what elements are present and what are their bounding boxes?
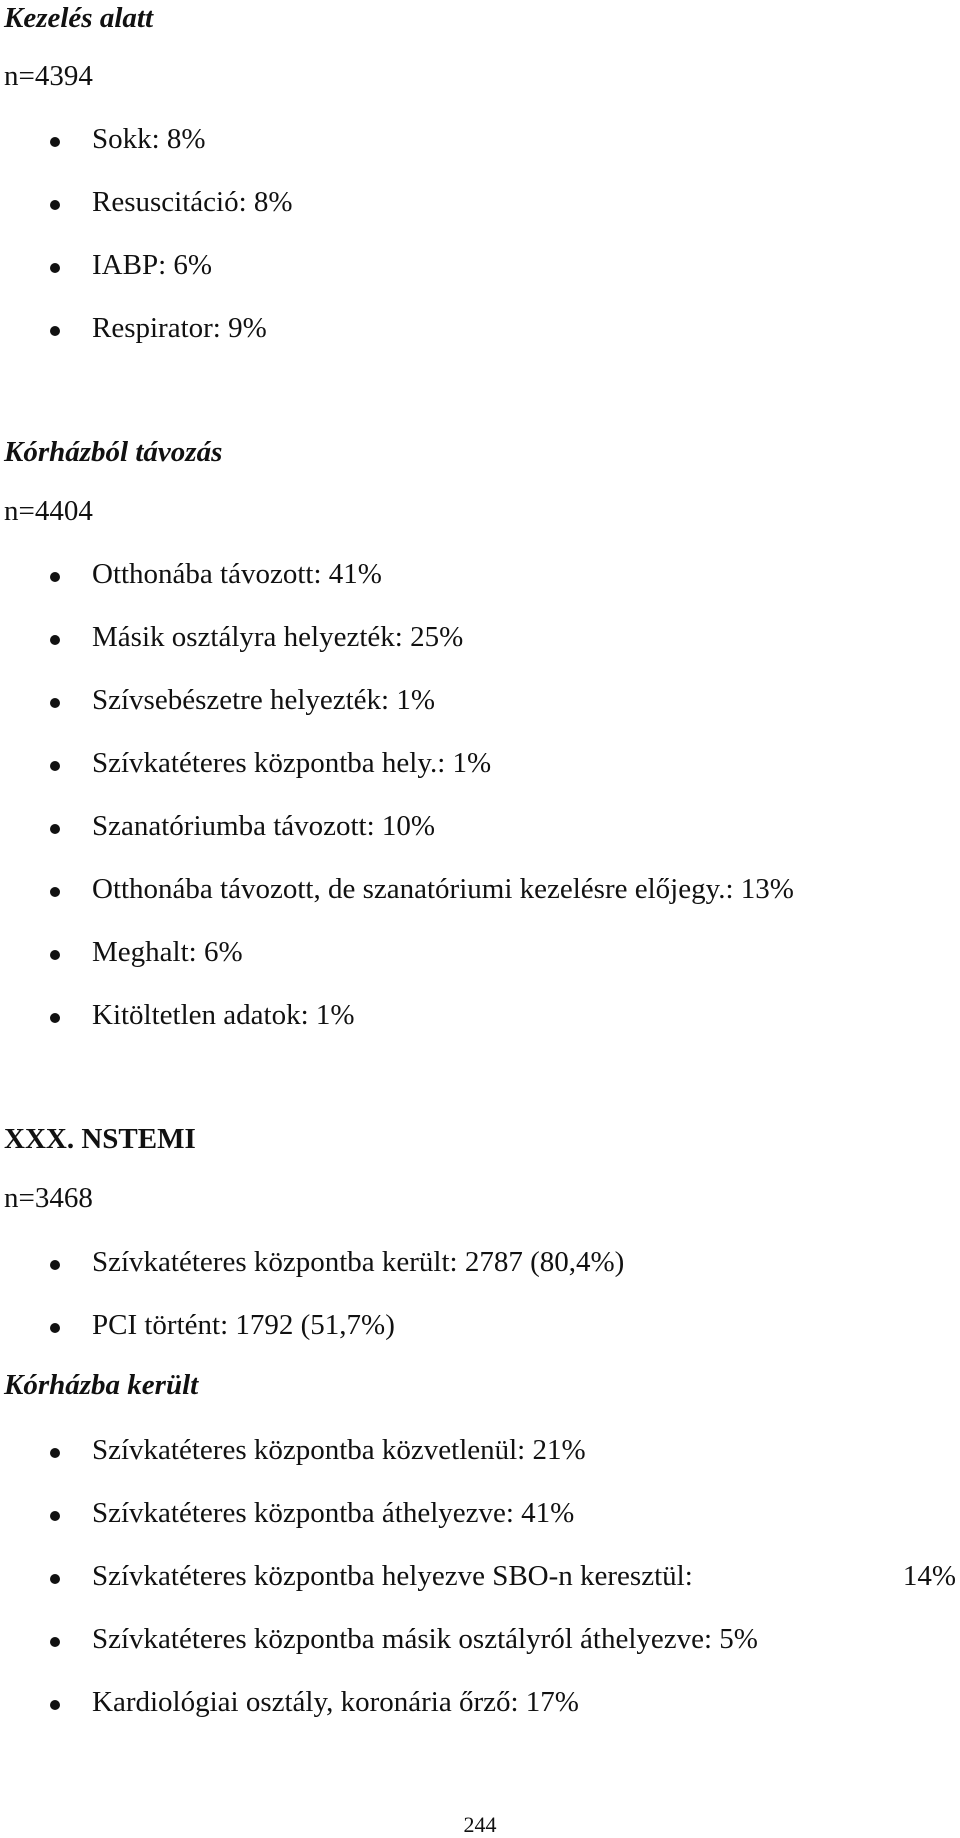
list-item (0, 314, 960, 354)
list-item (0, 1499, 960, 1539)
bullet-icon (50, 200, 60, 210)
bullet-icon (50, 1700, 60, 1710)
bullet-icon (50, 1323, 60, 1333)
bullet-icon (50, 698, 60, 708)
list-item-text: Meghalt: 6% (92, 936, 243, 968)
bullet-icon (50, 887, 60, 897)
list-item (0, 1248, 960, 1288)
bullet-icon (50, 824, 60, 834)
bullet-icon (50, 326, 60, 336)
list-item-text: Otthonába távozott, de szanatóriumi kezelésre előjegy.: 13% (92, 873, 794, 905)
list-item-value: 14% (902, 1560, 956, 1592)
bullet-icon (50, 1637, 60, 1647)
list-item-text: Szanatóriumba távozott: 10% (92, 810, 436, 842)
page-number: 244 (463, 1812, 497, 1837)
section-heading-admission: Kórházba került (4, 1369, 199, 1401)
bullet-icon (50, 1574, 60, 1584)
bullet-icon (50, 263, 60, 273)
list-item (0, 623, 960, 663)
section-heading-discharge: Kórházból távozás (4, 436, 223, 468)
list-item (0, 125, 960, 165)
section-heading-treatment: Kezelés alatt (4, 2, 154, 34)
list-item-text: Szívkatéteres központba áthelyezve: 41% (92, 1497, 575, 1529)
sample-size-nstemi: n=3468 (4, 1182, 93, 1214)
list-item (0, 686, 960, 726)
bullet-icon (50, 1511, 60, 1521)
list-item (0, 188, 960, 228)
list-item-text: Resuscitáció: 8% (92, 186, 293, 218)
list-item (0, 875, 960, 915)
list-item (0, 560, 960, 600)
bullet-icon (50, 1448, 60, 1458)
list-item (0, 1562, 960, 1602)
sample-size-treatment: n=4394 (4, 60, 93, 92)
list-item-text: Szívkatéteres központba közvetlenül: 21% (92, 1434, 586, 1466)
list-item (0, 812, 960, 852)
bullet-icon (50, 137, 60, 147)
list-item (0, 1625, 960, 1665)
list-item-text: Szívkatéteres központba került: 2787 (80,4%) (92, 1246, 625, 1278)
list-item-text: PCI történt: 1792 (51,7%) (92, 1309, 395, 1341)
list-item-text: Kardiológiai osztály, koronária őrző: 17% (92, 1686, 579, 1718)
list-item (0, 1436, 960, 1476)
list-item-text: Másik osztályra helyezték: 25% (92, 621, 464, 653)
list-item-text: IABP: 6% (92, 249, 213, 281)
list-item (0, 1001, 960, 1041)
bullet-icon (50, 572, 60, 582)
sample-size-discharge: n=4404 (4, 495, 93, 527)
bullet-icon (50, 1013, 60, 1023)
list-item-text: Otthonába távozott: 41% (92, 558, 382, 590)
list-item-text: Szívkatéteres központba hely.: 1% (92, 747, 492, 779)
bullet-icon (50, 635, 60, 645)
list-item (0, 749, 960, 789)
list-item (0, 1311, 960, 1351)
list-item-text: Sokk: 8% (92, 123, 206, 155)
list-item-text: Szívkatéteres központba helyezve SBO-n keresztül: (92, 1560, 693, 1592)
bullet-icon (50, 950, 60, 960)
section-heading-nstemi: XXX. NSTEMI (4, 1123, 196, 1155)
list-item-text: Respirator: 9% (92, 312, 267, 344)
list-item-text: Szívsebészetre helyezték: 1% (92, 684, 436, 716)
bullet-icon (50, 761, 60, 771)
list-item (0, 938, 960, 978)
list-item (0, 1688, 960, 1728)
list-item-text: Kitöltetlen adatok: 1% (92, 999, 355, 1031)
list-item-text: Szívkatéteres központba másik osztályról áthelyezve: 5% (92, 1623, 758, 1655)
list-item (0, 251, 960, 291)
bullet-icon (50, 1260, 60, 1270)
